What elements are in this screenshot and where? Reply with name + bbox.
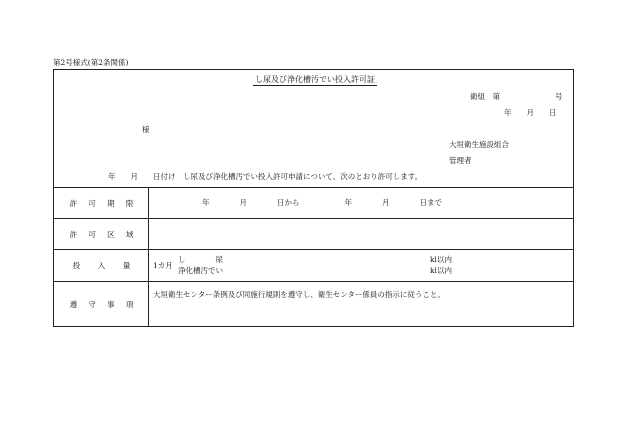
issue-date-line: 年 月 日 [504, 108, 557, 117]
permit-intro-text: 年 月 日付け し尿及び浄化槽汚でい投入許可申請について、次のとおり許可します。 [108, 172, 423, 181]
amount-item-night-soil: し 尿 [178, 255, 223, 264]
recipient-suffix: 様 [142, 125, 150, 134]
row-label-area: 許 可 区 域 [69, 229, 134, 239]
row-label-amount: 投 入 量 [72, 261, 131, 270]
amount-unit-septic-sludge: kl以内 [430, 266, 452, 275]
permit-period-value: 年 月 日から 年 月 日まで [202, 198, 442, 207]
permit-number-prefix: 衛組 第 [470, 92, 500, 101]
rules-text: 大垣衛生センター条例及び同施行規則を遵守し、衛生センター係員の指示に従うこと。 [153, 290, 445, 299]
issuer-manager: 管理者 [449, 156, 472, 165]
issuer-name: 大垣衛生施設組合 [449, 140, 509, 149]
document-title: し尿及び浄化槽汚でい投入許可証 [255, 75, 375, 84]
amount-item-septic-sludge: 浄化槽汚でい [178, 266, 223, 275]
form-number-label: 第2号様式(第2条関係) [53, 58, 129, 67]
row-label-period: 許 可 期 限 [69, 198, 134, 208]
row-label-rules: 遵 守 事 項 [69, 299, 134, 309]
permit-number-suffix: 号 [555, 92, 563, 101]
amount-per-month: 1カ月 [153, 261, 173, 270]
amount-unit-night-soil: kl以内 [430, 255, 452, 264]
